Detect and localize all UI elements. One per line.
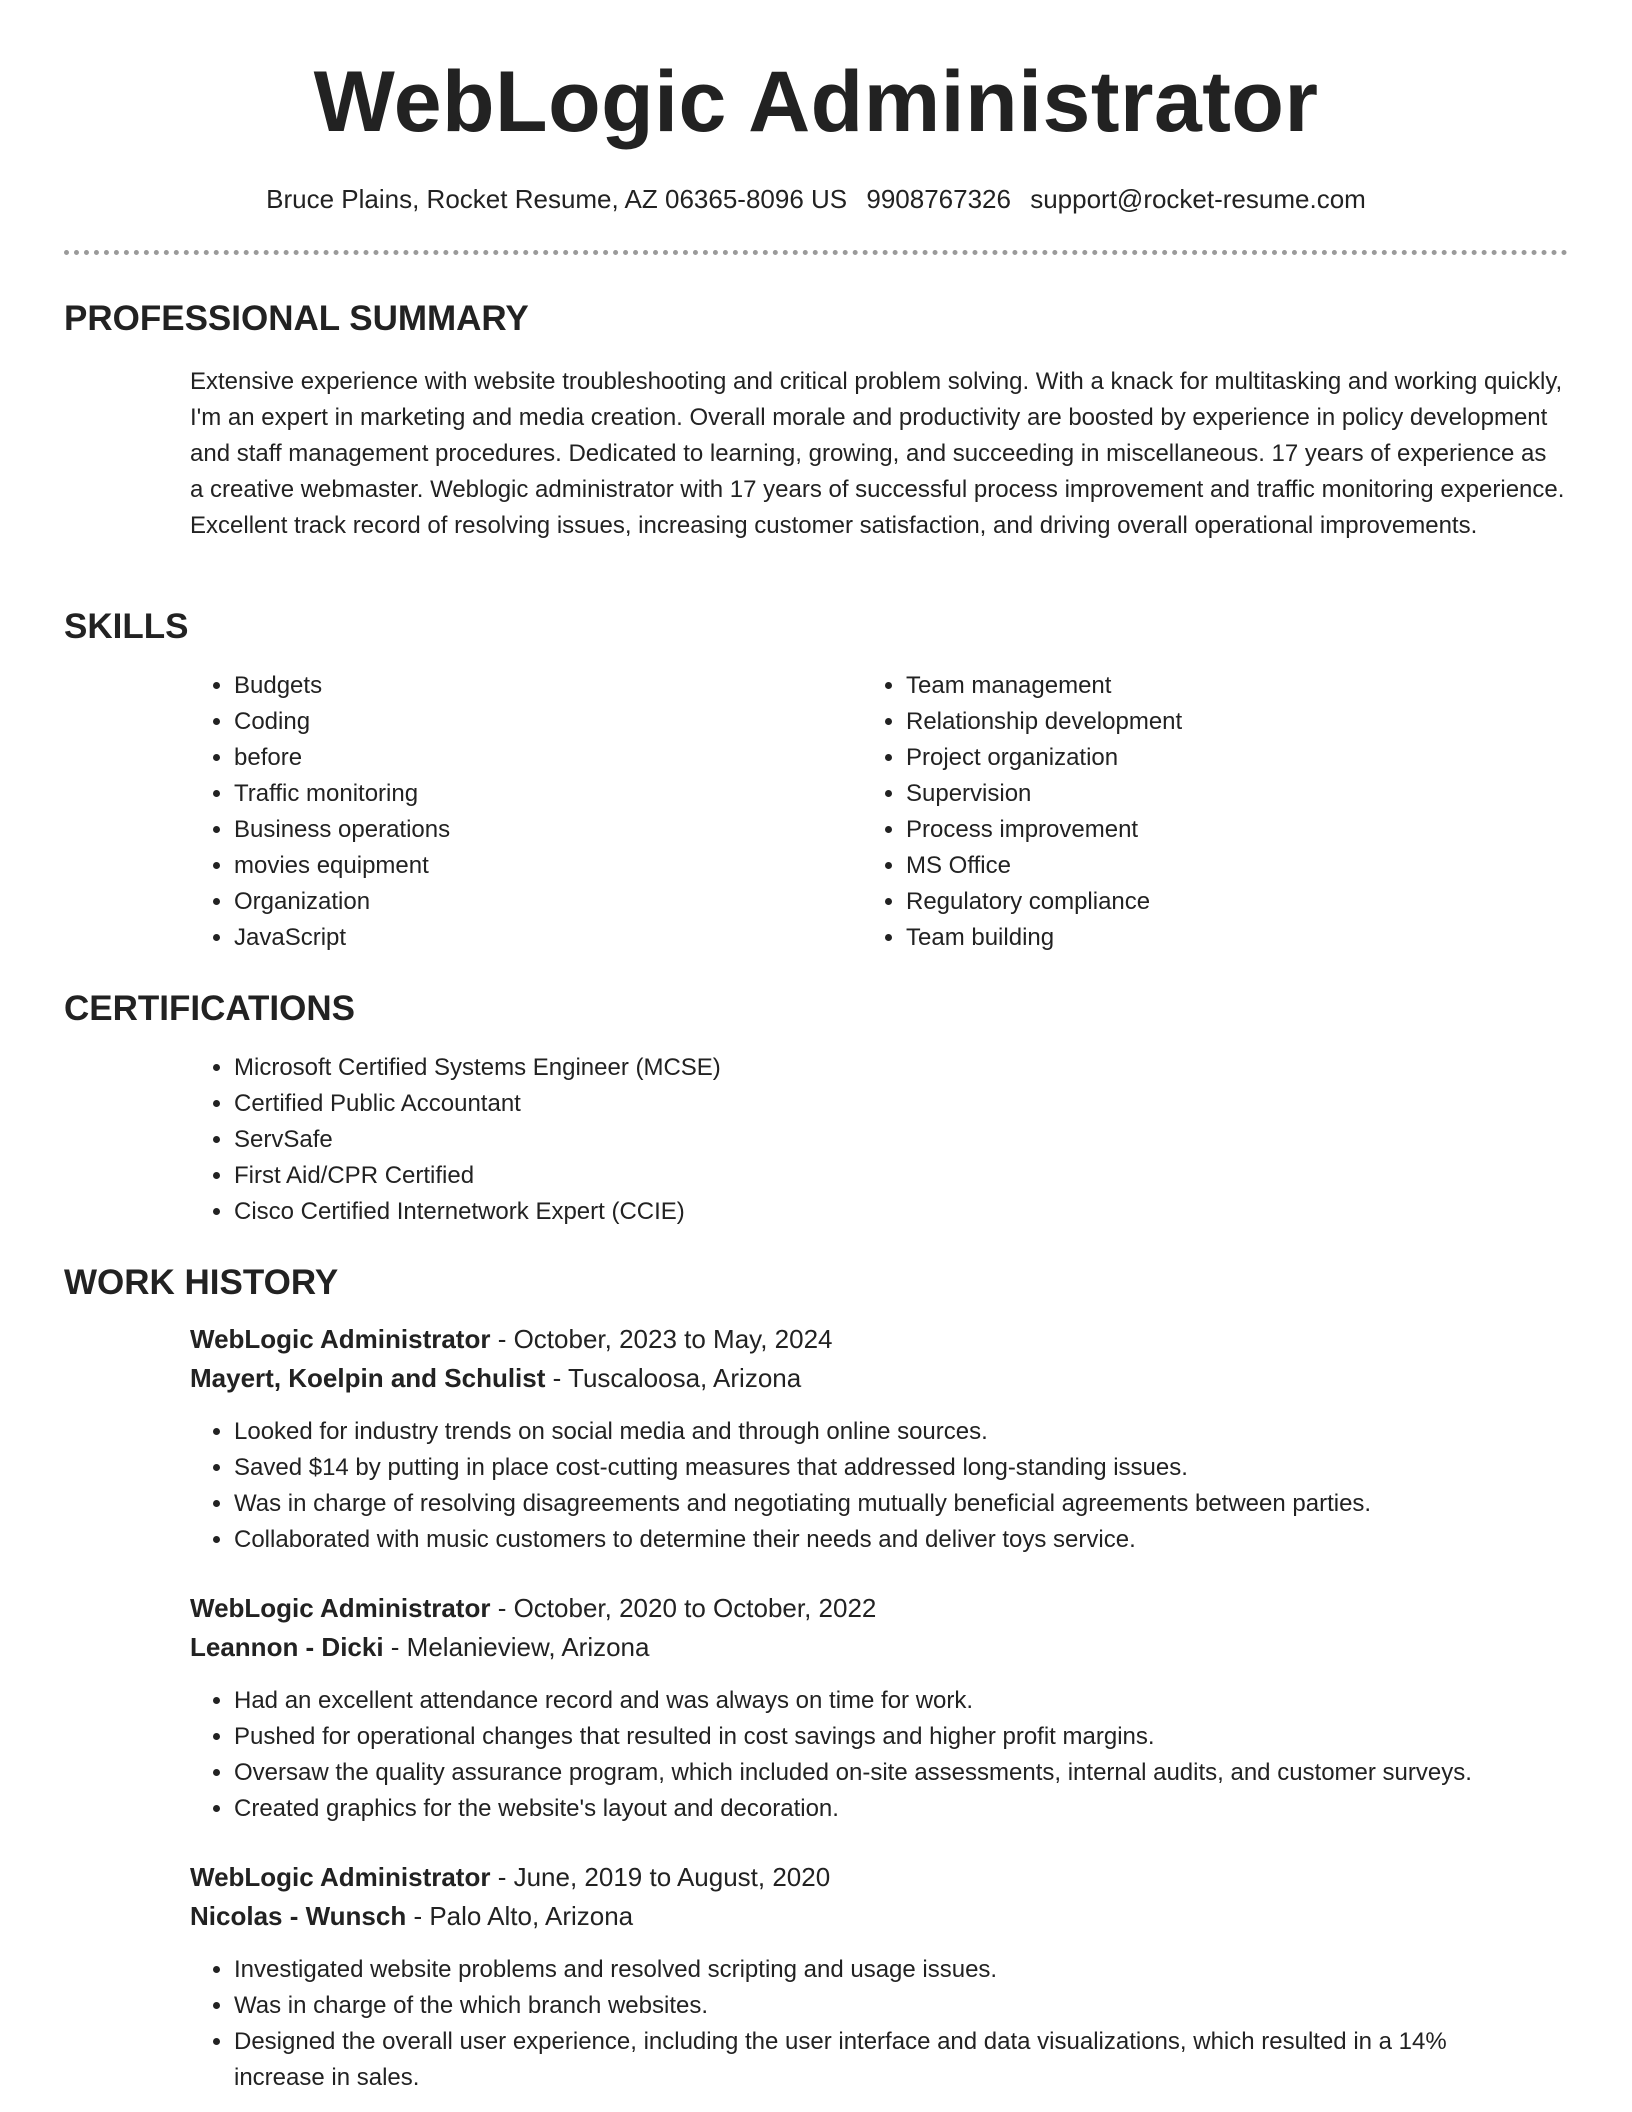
list-item: • Team management — [906, 668, 1546, 704]
list-item: • Cisco Certified Internetwork Expert (CCIE) — [234, 1194, 1534, 1230]
contact-address: Bruce Plains, Rocket Resume, AZ 06365-8096 US — [266, 184, 848, 214]
list-item: • Microsoft Certified Systems Engineer (MCSE) — [234, 1050, 1534, 1086]
summary-text: Extensive experience with website troubleshooting and critical problem solving. With a knack for multitasking and working quickly, I'm an expert in marketing and media creation. Overall morale and productivity are boosted by experience in policy development and staff management procedures. Dedicated to learning, growing, and succeeding in miscellaneous. 17 years of experience as a creative webmaster. Weblogic administrator with 17 years of successful process improvement and traffic monitoring experience. Excellent track record of resolving issues, increasing customer satisfaction, and driving overall operational improvements. — [190, 368, 1565, 539]
job-role: WebLogic Administrator — [190, 1593, 491, 1623]
list-item: • Created graphics for the website's layout and decoration. — [234, 1791, 1614, 1827]
list-item: • Was in charge of resolving disagreements and negotiating mutually beneficial agreements between parties. — [234, 1486, 1614, 1522]
list-item: • Organization — [234, 884, 854, 920]
list-item: • movies equipment — [234, 848, 854, 884]
job-bullets — [190, 1414, 1614, 1558]
job-bullets — [190, 1683, 1614, 1827]
job-company-line — [190, 1897, 633, 1935]
job-role-line — [190, 1589, 876, 1627]
list-item: • Looked for industry trends on social media and through online sources. — [234, 1414, 1614, 1450]
job-role-line — [190, 1858, 830, 1896]
list-item: • Designed the overall user experience, including the user interface and data visualizations, which resulted in a 14% increase in sales. — [234, 2024, 1534, 2096]
job-role: WebLogic Administrator — [190, 1862, 491, 1892]
job-company-line — [190, 1628, 649, 1666]
list-item: • Certified Public Accountant — [234, 1086, 1534, 1122]
job-location: - Melanieview, Arizona — [383, 1632, 650, 1662]
list-item: • Saved $14 by putting in place cost-cutting measures that addressed long-standing issues. — [234, 1450, 1614, 1486]
list-item: • Coding — [234, 704, 854, 740]
list-item: • Project organization — [906, 740, 1546, 776]
section-title-certifications: CERTIFICATIONS — [64, 989, 356, 1028]
list-item: • Pushed for operational changes that resulted in cost savings and higher profit margins. — [234, 1719, 1614, 1755]
contact-phone: 9908767326 — [866, 184, 1011, 214]
list-item: • Business operations — [234, 812, 854, 848]
resume-name: WebLogic Administrator — [313, 54, 1319, 150]
contact-email: support@rocket-resume.com — [1030, 184, 1366, 214]
section-title-work-history: WORK HISTORY — [64, 1263, 339, 1302]
list-item: • Traffic monitoring — [234, 776, 854, 812]
list-item: • MS Office — [906, 848, 1546, 884]
list-item: • JavaScript — [234, 920, 854, 956]
job-dates: - October, 2023 to May, 2024 — [490, 1324, 833, 1354]
job-location: - Palo Alto, Arizona — [406, 1901, 634, 1931]
list-item: • ServSafe — [234, 1122, 1534, 1158]
job-company: Leannon - Dicki — [190, 1632, 384, 1662]
job-bullets — [190, 1952, 1534, 2096]
list-item: • First Aid/CPR Certified — [234, 1158, 1534, 1194]
certifications-list — [190, 1050, 1534, 1230]
list-item: • Was in charge of the which branch websites. — [234, 1988, 1534, 2024]
job-role: WebLogic Administrator — [190, 1324, 491, 1354]
list-item: • Relationship development — [906, 704, 1546, 740]
list-item: • Process improvement — [906, 812, 1546, 848]
job-role-line — [190, 1320, 833, 1358]
job-dates: - June, 2019 to August, 2020 — [490, 1862, 831, 1892]
list-item: • Team building — [906, 920, 1546, 956]
section-title-skills: SKILLS — [64, 607, 189, 646]
list-item: • Had an excellent attendance record and was always on time for work. — [234, 1683, 1614, 1719]
job-location: - Tuscaloosa, Arizona — [545, 1363, 802, 1393]
list-item: • Supervision — [906, 776, 1546, 812]
list-item: • Collaborated with music customers to determine their needs and deliver toys service. — [234, 1522, 1614, 1558]
contact-line — [0, 182, 1632, 216]
list-item: • before — [234, 740, 854, 776]
list-item: • Budgets — [234, 668, 854, 704]
list-item: • Investigated website problems and resolved scripting and usage issues. — [234, 1952, 1534, 1988]
job-dates: - October, 2020 to October, 2022 — [490, 1593, 877, 1623]
list-item: • Oversaw the quality assurance program, which included on-site assessments, internal audits, and customer surveys. — [234, 1755, 1614, 1791]
job-company: Nicolas - Wunsch — [190, 1901, 407, 1931]
header-divider — [64, 250, 1568, 255]
section-title-summary: PROFESSIONAL SUMMARY — [64, 299, 529, 338]
skills-list-right — [862, 668, 1546, 956]
skills-list-left — [190, 668, 854, 956]
list-item: • Regulatory compliance — [906, 884, 1546, 920]
job-company-line — [190, 1359, 801, 1397]
job-company: Mayert, Koelpin and Schulist — [190, 1363, 546, 1393]
